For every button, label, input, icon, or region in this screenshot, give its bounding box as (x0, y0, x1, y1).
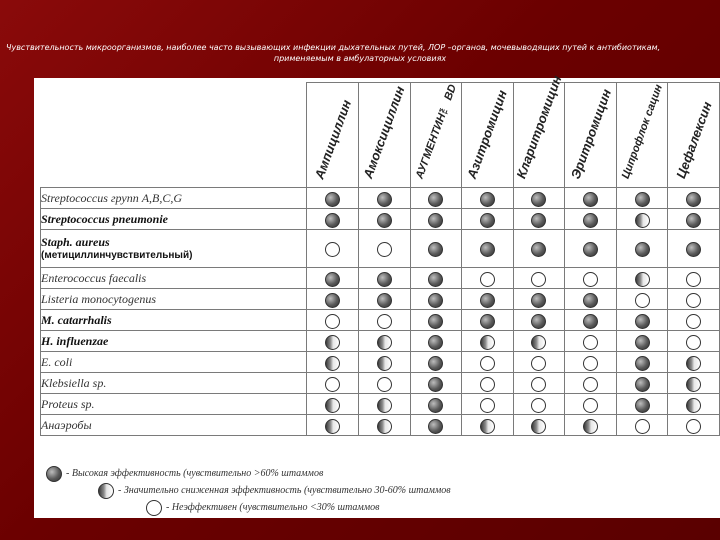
sensitivity-none-icon (377, 377, 392, 392)
sensitivity-none-icon (325, 242, 340, 257)
sensitivity-high-icon (531, 293, 546, 308)
sensitivity-none-icon (583, 356, 598, 371)
sensitivity-cell (307, 289, 359, 310)
sensitivity-cell (668, 394, 720, 415)
sensitivity-none-icon (686, 419, 701, 434)
sensitivity-none-icon (686, 314, 701, 329)
sensitivity-cell (307, 209, 359, 230)
sensitivity-cell (462, 289, 514, 310)
sensitivity-cell (462, 230, 514, 268)
legend-text: - Значительно сниженная эффективность (чувствительно 30-60% штаммов (118, 485, 451, 496)
organism-name: Klebsiella sp. (41, 376, 107, 390)
organism-name: Staph. aureus (41, 234, 110, 249)
antibiotic-label: Амоксициллин (360, 84, 408, 181)
sensitivity-cell (358, 209, 410, 230)
legend-text: - Высокая эффективность (чувствительно >60% штаммов (66, 468, 324, 479)
sensitivity-none-icon (480, 398, 495, 413)
sensitivity-high-icon (325, 213, 340, 228)
sensitivity-cell (565, 352, 617, 373)
organism-cell (41, 188, 307, 209)
sensitivity-high-icon (325, 192, 340, 207)
slide-title-line1: Чувствительность микроорганизмов, наиболее часто вызывающих инфекции дыхательных путей, ЛОР –органов, мочевыводящих путей к антибиотикам, (6, 43, 661, 52)
sensitivity-high-icon (583, 213, 598, 228)
sensitivity-high-icon (325, 272, 340, 287)
sensitivity-cell (668, 331, 720, 352)
sensitivity-cell (668, 352, 720, 373)
sensitivity-cell (668, 188, 720, 209)
sensitivity-reduced-icon (325, 356, 340, 371)
organism-name: Enterococcus faecalis (41, 271, 147, 285)
table-corner (41, 83, 307, 188)
sensitivity-cell (462, 331, 514, 352)
sensitivity-cell (513, 352, 565, 373)
sensitivity-cell (307, 331, 359, 352)
sensitivity-cell (358, 352, 410, 373)
organism-cell (41, 331, 307, 352)
sensitivity-high-icon (428, 335, 443, 350)
sensitivity-cell (616, 352, 668, 373)
sensitivity-high-icon (480, 314, 495, 329)
sensitivity-cell (616, 230, 668, 268)
sensitivity-high-icon (428, 377, 443, 392)
sensitivity-cell (462, 352, 514, 373)
sensitivity-cell (410, 230, 462, 268)
organism-row (41, 230, 720, 268)
sensitivity-none-icon (531, 398, 546, 413)
sensitivity-cell (358, 188, 410, 209)
organism-row (41, 209, 720, 230)
sensitivity-high-icon (428, 356, 443, 371)
sensitivity-cell (668, 268, 720, 289)
sensitivity-cell (410, 394, 462, 415)
legend-text: - Неэффективен (чувствительно <30% штаммов (166, 502, 380, 513)
antibiotic-header (410, 83, 462, 188)
organism-row (41, 373, 720, 394)
sensitivity-high-icon (583, 293, 598, 308)
sensitivity-reduced-icon (480, 335, 495, 350)
sensitivity-cell (565, 310, 617, 331)
organism-cell (41, 268, 307, 289)
sensitivity-high-icon (428, 419, 443, 434)
sensitivity-reduced-icon (377, 419, 392, 434)
sensitivity-none-icon (377, 314, 392, 329)
sensitivity-high-icon (635, 377, 650, 392)
legend-reduced-icon (98, 483, 114, 499)
sensitivity-cell (565, 331, 617, 352)
sensitivity-cell (307, 352, 359, 373)
sensitivity-cell (462, 209, 514, 230)
sensitivity-reduced-icon (686, 377, 701, 392)
sensitivity-high-icon (531, 242, 546, 257)
sensitivity-high-icon (531, 192, 546, 207)
sensitivity-cell (616, 188, 668, 209)
sensitivity-high-icon (635, 192, 650, 207)
antibiotic-label: Азитромицин (464, 87, 511, 181)
legend-item (46, 483, 706, 500)
sensitivity-cell (462, 373, 514, 394)
sensitivity-high-icon (428, 314, 443, 329)
antibiotic-label: Цефалексин (672, 100, 715, 181)
sensitivity-high-icon (428, 272, 443, 287)
sensitivity-reduced-icon (531, 419, 546, 434)
sensitivity-none-icon (583, 377, 598, 392)
organism-name: Streptococcus групп A,B,C,G (41, 191, 183, 205)
sensitivity-cell (410, 310, 462, 331)
legend (46, 466, 706, 517)
sensitivity-cell (513, 331, 565, 352)
sensitivity-cell (565, 289, 617, 310)
sensitivity-reduced-icon (635, 213, 650, 228)
sensitivity-high-icon (480, 213, 495, 228)
sensitivity-cell (358, 289, 410, 310)
sensitivity-cell (358, 373, 410, 394)
legend-high-icon (46, 466, 62, 482)
sensitivity-cell (307, 230, 359, 268)
sensitivity-cell (358, 415, 410, 436)
sensitivity-high-icon (480, 192, 495, 207)
organism-cell (41, 415, 307, 436)
sensitivity-high-icon (377, 213, 392, 228)
sensitivity-high-icon (531, 213, 546, 228)
sensitivity-cell (668, 230, 720, 268)
slide-title (0, 42, 720, 64)
sensitivity-table-card (34, 73, 720, 518)
sensitivity-none-icon (635, 293, 650, 308)
organism-name: Streptococcus pneumonie (41, 212, 169, 226)
sensitivity-table (40, 73, 720, 436)
sensitivity-cell (462, 415, 514, 436)
sensitivity-cell (513, 268, 565, 289)
sensitivity-high-icon (480, 293, 495, 308)
antibiotic-header (307, 83, 359, 188)
sensitivity-none-icon (583, 398, 598, 413)
antibiotic-header (513, 73, 565, 188)
sensitivity-high-icon (686, 192, 701, 207)
organism-name: Proteus sp. (41, 397, 95, 411)
sensitivity-high-icon (635, 356, 650, 371)
sensitivity-reduced-icon (583, 419, 598, 434)
sensitivity-cell (513, 289, 565, 310)
sensitivity-high-icon (635, 398, 650, 413)
sensitivity-reduced-icon (480, 419, 495, 434)
sensitivity-cell (565, 268, 617, 289)
antibiotic-label: Ципрофлок сацин (619, 82, 666, 181)
sensitivity-cell (358, 230, 410, 268)
sensitivity-high-icon (428, 293, 443, 308)
sensitivity-cell (462, 310, 514, 331)
organism-cell (41, 289, 307, 310)
slide-title-line2: применяемым в амбулаторных условиях (273, 54, 447, 63)
sensitivity-cell (513, 209, 565, 230)
sensitivity-cell (668, 209, 720, 230)
legend-none-icon (146, 500, 162, 516)
organism-cell (41, 230, 307, 268)
sensitivity-cell (410, 352, 462, 373)
sensitivity-cell (307, 188, 359, 209)
sensitivity-high-icon (428, 213, 443, 228)
sensitivity-cell (565, 415, 617, 436)
organism-row (41, 415, 720, 436)
sensitivity-cell (462, 268, 514, 289)
organism-row (41, 352, 720, 373)
sensitivity-cell (565, 209, 617, 230)
sensitivity-cell (513, 394, 565, 415)
organism-row (41, 394, 720, 415)
sensitivity-cell (513, 310, 565, 331)
sensitivity-cell (668, 289, 720, 310)
sensitivity-none-icon (480, 377, 495, 392)
sensitivity-cell (410, 331, 462, 352)
sensitivity-reduced-icon (325, 335, 340, 350)
sensitivity-reduced-icon (377, 335, 392, 350)
sensitivity-none-icon (686, 293, 701, 308)
organism-cell (41, 310, 307, 331)
sensitivity-high-icon (428, 242, 443, 257)
sensitivity-none-icon (531, 377, 546, 392)
sensitivity-cell (565, 188, 617, 209)
sensitivity-cell (410, 209, 462, 230)
antibiotic-label: АУГМЕНТИН™ BD (413, 82, 459, 181)
sensitivity-none-icon (531, 356, 546, 371)
sensitivity-cell (410, 268, 462, 289)
sensitivity-cell (513, 188, 565, 209)
sensitivity-reduced-icon (325, 419, 340, 434)
sensitivity-none-icon (635, 419, 650, 434)
sensitivity-none-icon (480, 356, 495, 371)
sensitivity-none-icon (583, 272, 598, 287)
sensitivity-high-icon (428, 398, 443, 413)
antibiotic-header (668, 83, 720, 188)
organism-row (41, 289, 720, 310)
sensitivity-none-icon (531, 272, 546, 287)
sensitivity-cell (513, 230, 565, 268)
sensitivity-high-icon (686, 213, 701, 228)
antibiotic-label: Ампициллин (311, 97, 354, 181)
organism-row (41, 331, 720, 352)
sensitivity-cell (565, 394, 617, 415)
sensitivity-cell (410, 373, 462, 394)
sensitivity-cell (668, 373, 720, 394)
sensitivity-cell (616, 373, 668, 394)
sensitivity-high-icon (583, 192, 598, 207)
sensitivity-high-icon (428, 192, 443, 207)
sensitivity-high-icon (635, 242, 650, 257)
sensitivity-cell (668, 310, 720, 331)
sensitivity-cell (462, 394, 514, 415)
organism-row (41, 188, 720, 209)
sensitivity-cell (358, 394, 410, 415)
antibiotic-header (616, 83, 668, 188)
sensitivity-reduced-icon (686, 356, 701, 371)
sensitivity-cell (307, 415, 359, 436)
antibiotic-label: Эритромицин (567, 86, 614, 181)
organism-name: M. catarrhalis (41, 313, 112, 327)
sensitivity-cell (616, 289, 668, 310)
antibiotic-label: Кларитромицин (513, 73, 565, 181)
sensitivity-cell (307, 310, 359, 331)
organism-cell (41, 394, 307, 415)
organism-name: E. coli (41, 355, 73, 369)
organism-cell (41, 209, 307, 230)
sensitivity-high-icon (583, 242, 598, 257)
organism-name: Анаэробы (41, 418, 92, 432)
sensitivity-reduced-icon (635, 272, 650, 287)
sensitivity-none-icon (325, 314, 340, 329)
sensitivity-cell (616, 394, 668, 415)
sensitivity-high-icon (480, 242, 495, 257)
organism-name: Listeria monocytogenus (41, 292, 156, 306)
sensitivity-none-icon (377, 242, 392, 257)
legend-item (46, 466, 706, 483)
sensitivity-cell (616, 268, 668, 289)
sensitivity-high-icon (635, 335, 650, 350)
sensitivity-reduced-icon (686, 398, 701, 413)
sensitivity-cell (358, 331, 410, 352)
organism-row (41, 268, 720, 289)
legend-item (46, 500, 706, 517)
organism-subtitle: (метициллинчувствительный) (41, 249, 193, 261)
sensitivity-cell (616, 331, 668, 352)
sensitivity-cell (410, 415, 462, 436)
organism-cell (41, 352, 307, 373)
sensitivity-cell (668, 415, 720, 436)
sensitivity-cell (513, 415, 565, 436)
sensitivity-none-icon (686, 272, 701, 287)
sensitivity-cell (307, 268, 359, 289)
sensitivity-cell (410, 289, 462, 310)
sensitivity-cell (307, 373, 359, 394)
sensitivity-cell (616, 415, 668, 436)
sensitivity-reduced-icon (377, 356, 392, 371)
sensitivity-high-icon (377, 272, 392, 287)
antibiotic-header (565, 83, 617, 188)
sensitivity-none-icon (480, 272, 495, 287)
sensitivity-reduced-icon (325, 398, 340, 413)
organism-cell (41, 373, 307, 394)
sensitivity-none-icon (583, 335, 598, 350)
organism-name: H. influenzae (41, 334, 109, 348)
sensitivity-high-icon (377, 192, 392, 207)
sensitivity-high-icon (325, 293, 340, 308)
sensitivity-cell (307, 394, 359, 415)
antibiotic-header-row (41, 83, 720, 188)
sensitivity-reduced-icon (531, 335, 546, 350)
sensitivity-cell (513, 373, 565, 394)
sensitivity-none-icon (686, 335, 701, 350)
sensitivity-cell (565, 373, 617, 394)
antibiotic-header (358, 83, 410, 188)
sensitivity-cell (616, 310, 668, 331)
sensitivity-none-icon (325, 377, 340, 392)
sensitivity-reduced-icon (377, 398, 392, 413)
sensitivity-high-icon (583, 314, 598, 329)
sensitivity-high-icon (686, 242, 701, 257)
sensitivity-cell (410, 188, 462, 209)
organism-row (41, 310, 720, 331)
sensitivity-high-icon (377, 293, 392, 308)
antibiotic-header (462, 83, 514, 188)
sensitivity-cell (565, 230, 617, 268)
sensitivity-high-icon (635, 314, 650, 329)
sensitivity-cell (616, 209, 668, 230)
sensitivity-high-icon (531, 314, 546, 329)
sensitivity-cell (358, 268, 410, 289)
sensitivity-cell (358, 310, 410, 331)
sensitivity-cell (462, 188, 514, 209)
